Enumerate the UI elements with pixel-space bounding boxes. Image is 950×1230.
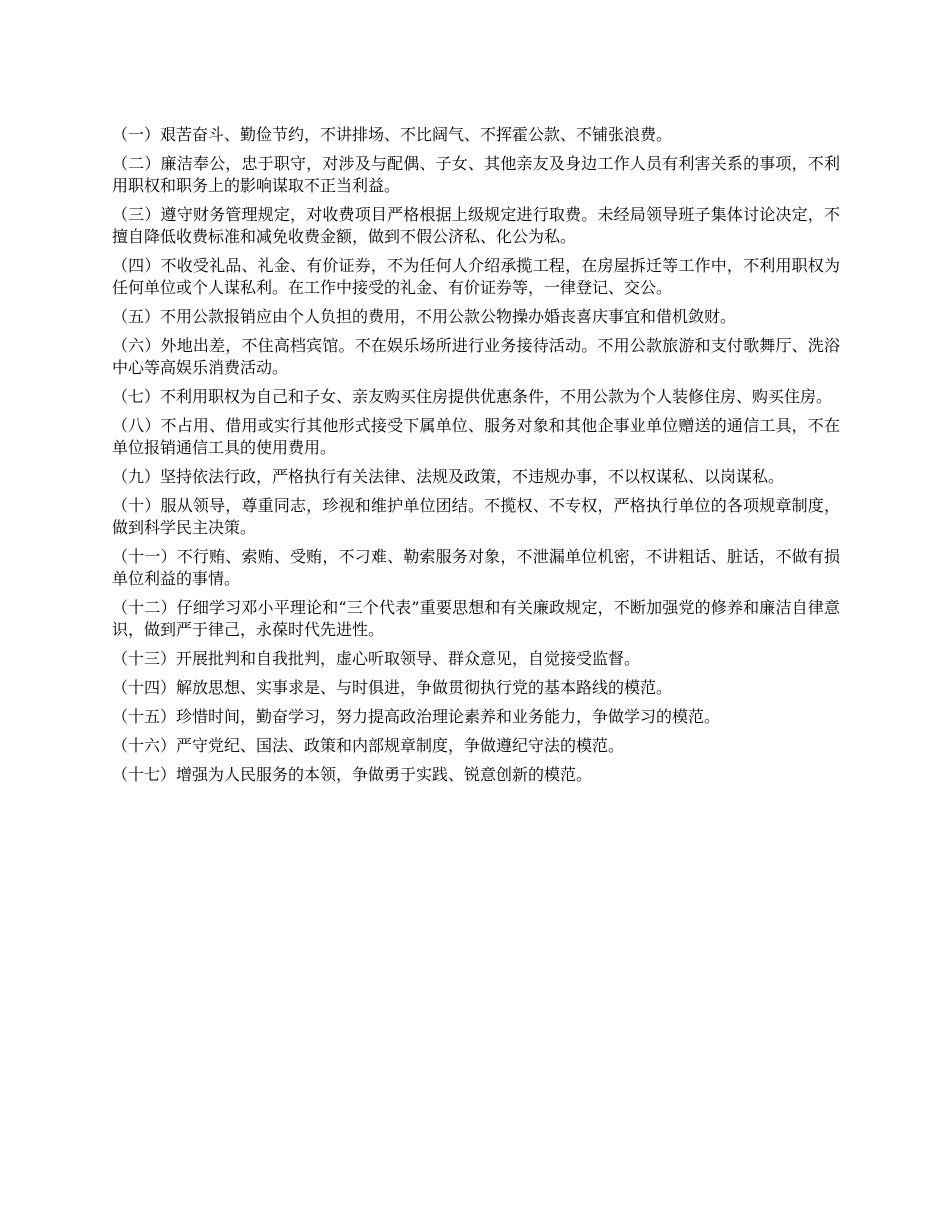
paragraph-2: （二）廉洁奉公，忠于职守，对涉及与配偶、子女、其他亲友及身边工作人员有利害关系的事项，不利用职权和职务上的影响谋取不正当利益。 bbox=[112, 154, 840, 195]
paragraph-12: （十二）仔细学习邓小平理论和“三个代表”重要思想和有关廉政规定，不断加强党的修养和廉洁自律意识，做到严于律己，永葆时代先进性。 bbox=[112, 598, 840, 639]
paragraph-16: （十六）严守党纪、国法、政策和内部规章制度，争做遵纪守法的模范。 bbox=[112, 736, 625, 755]
paragraph-1: （一）艰苦奋斗、勤俭节约，不讲排场、不比阔气、不挥霍公款、不铺张浪费。 bbox=[112, 125, 673, 144]
paragraph-6: （六）外地出差，不住高档宾馆。不在娱乐场所进行业务接待活动。不用公款旅游和支付歌舞厅、洗浴中心等高娱乐消费活动。 bbox=[112, 336, 840, 377]
paragraph-7: （七）不利用职权为自己和子女、亲友购买住房提供优惠条件，不用公款为个人装修住房、购买住房。 bbox=[112, 387, 833, 406]
paragraph-10: （十）服从领导，尊重同志，珍视和维护单位团结。不揽权、不专权，严格执行单位的各项规章制度，做到科学民主决策。 bbox=[112, 496, 840, 537]
paragraph-9: （九）坚持依法行政，严格执行有关法律、法规及政策，不违规办事，不以权谋私、以岗谋私。 bbox=[112, 467, 785, 486]
document-body bbox=[112, 124, 840, 793]
paragraph-5: （五）不用公款报销应由个人负担的费用，不用公款公物操办婚丧喜庆事宜和借机敛财。 bbox=[112, 307, 737, 326]
paragraph-3: （三）遵守财务管理规定，对收费项目严格根据上级规定进行取费。未经局领导班子集体讨论决定，不擅自降低收费标准和减免收费金额，做到不假公济私、化公为私。 bbox=[112, 205, 840, 246]
paragraph-14: （十四）解放思想、实事求是、与时俱进，争做贯彻执行党的基本路线的模范。 bbox=[112, 678, 673, 697]
paragraph-4: （四）不收受礼品、礼金、有价证券，不为任何人介绍承揽工程，在房屋拆迁等工作中，不利用职权为任何单位或个人谋私利。在工作中接受的礼金、有价证券等，一律登记、交公。 bbox=[112, 256, 840, 297]
paragraph-8: （八）不占用、借用或实行其他形式接受下属单位、服务对象和其他企事业单位赠送的通信工具，不在单位报销通信工具的使用费用。 bbox=[112, 416, 840, 457]
paragraph-15: （十五）珍惜时间，勤奋学习，努力提高政治理论素养和业务能力，争做学习的模范。 bbox=[112, 707, 721, 726]
paragraph-11: （十一）不行贿、索贿、受贿，不刁难、勒索服务对象，不泄漏单位机密，不讲粗话、脏话，不做有损单位利益的事情。 bbox=[112, 547, 840, 588]
paragraph-17: （十七）增强为人民服务的本领，争做勇于实践、锐意创新的模范。 bbox=[112, 765, 593, 784]
paragraph-13: （十三）开展批判和自我批判，虚心听取领导、群众意见，自觉接受监督。 bbox=[112, 649, 641, 668]
